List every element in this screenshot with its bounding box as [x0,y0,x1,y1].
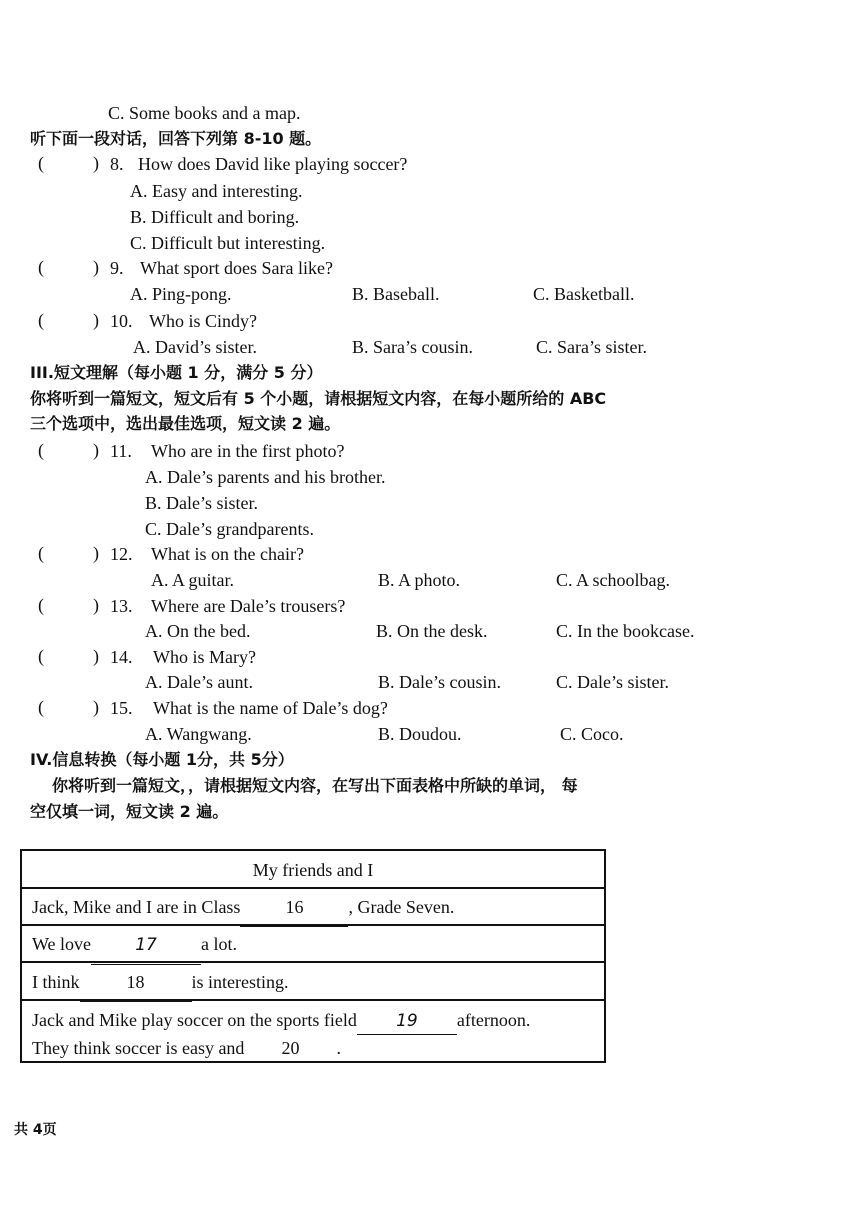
blank-19[interactable] [357,1008,457,1035]
question-number: 13. [110,596,133,616]
option-b: B. On the desk. [376,621,488,641]
answer-paren-close: ) [93,440,99,460]
question-number: 11. [110,441,132,461]
question-text: What is the name of Dale’s dog? [153,698,388,718]
row-text: I think [32,972,80,992]
table-title-row [22,851,604,889]
option-c: C. Sara’s sister. [536,337,647,357]
section-title: IV.信息转换（每小题 1分，共 5分） [30,750,294,769]
option-b: B. Doudou. [378,724,462,744]
option-a: A. On the bed. [145,621,251,641]
answer-paren-open: ( [38,440,44,460]
info-table [20,849,606,1063]
question-text: What is on the chair? [151,544,304,564]
option-b: B. Baseball. [352,284,440,304]
option-b: B. A photo. [378,570,461,590]
blank-number: 18 [126,972,145,992]
section-title: III.短文理解（每小题 1 分，满分 5 分） [30,363,323,382]
table-line [32,1035,604,1062]
row-text: They think soccer is easy and [32,1038,245,1058]
question-number: 12. [110,544,133,564]
option-a: A. Dale’s parents and his brother. [145,467,386,487]
answer-paren-close: ) [93,646,99,666]
answer-paren-open: ( [38,697,44,717]
option-a: A. Ping-pong. [130,284,232,304]
question-text: What sport does Sara like? [140,258,333,278]
table-row [22,963,604,1001]
option-c: C. A schoolbag. [556,570,671,590]
blank-18[interactable] [80,963,192,1002]
answer-paren-close: ) [93,595,99,615]
blank-number: 16 [285,897,304,917]
question-number: 8. [110,154,124,174]
question-number: 9. [110,258,124,278]
option-a: A. David’s sister. [133,337,257,357]
answer-paren-open: ( [38,543,44,563]
option-c: C. Dale’s sister. [556,672,669,692]
row-text: , Grade Seven. [348,897,455,917]
option-b: B. Dale’s sister. [145,493,258,513]
option-7c: C. Some books and a map. [108,103,301,123]
question-text: Who is Mary? [153,647,256,667]
blank-number: 19 [396,1011,418,1031]
row-text: . [336,1038,341,1058]
option-a: A. Dale’s aunt. [145,672,253,692]
answer-paren-open: ( [38,646,44,666]
section-instruction: 你将听到一篇短文，短文后有 5 个小题，请根据短文内容，在每小题所给的 ABC [30,389,607,408]
section-instruction-8-10: 听下面一段对话，回答下列第 8-10 题。 [30,129,322,148]
question-number: 15. [110,698,133,718]
section-instruction: 三个选项中，选出最佳选项，短文读 2 遍。 [30,414,341,433]
answer-paren-close: ) [93,697,99,717]
question-number: 10. [110,311,133,331]
blank-20[interactable] [244,1035,336,1062]
question-number: 14. [110,647,133,667]
answer-paren-open: ( [38,257,44,277]
option-c: C. Difficult but interesting. [130,233,326,253]
answer-paren-close: ) [93,153,99,173]
option-a: A. Wangwang. [145,724,252,744]
table-row [22,1001,604,1061]
blank-17[interactable] [91,927,201,965]
row-text: a lot. [201,934,238,954]
row-text: Jack, Mike and I are in Class [32,897,241,917]
option-a: A. A guitar. [151,570,235,590]
question-text: How does David like playing soccer? [138,154,408,174]
option-c: C. Dale’s grandparents. [145,519,314,539]
answer-paren-open: ( [38,595,44,615]
row-text: is interesting. [191,972,289,992]
option-c: C. In the bookcase. [556,621,695,641]
section-instruction: 你将听到一篇短文，，请根据短文内容，在写出下面表格中所缺的单词， 每 [52,776,578,795]
blank-number: 20 [281,1038,300,1058]
answer-paren-close: ) [93,257,99,277]
table-title: My friends and I [252,860,374,880]
answer-paren-close: ) [93,543,99,563]
question-text: Where are Dale’s trousers? [151,596,346,616]
option-b: B. Difficult and boring. [130,207,300,227]
section-instruction: 空仅填一词，短文读 2 遍。 [30,802,229,821]
option-a: A. Easy and interesting. [130,181,303,201]
option-b: B. Dale’s cousin. [378,672,501,692]
answer-paren-close: ) [93,310,99,330]
option-c: C. Basketball. [533,284,635,304]
row-text: Jack and Mike play soccer on the sports field [32,1010,357,1030]
table-row [22,926,604,963]
option-b: B. Sara’s cousin. [352,337,473,357]
option-c: C. Coco. [560,724,624,744]
page-count: 共 4页 [14,1122,57,1138]
row-text: afternoon. [456,1010,531,1030]
blank-16[interactable] [240,889,348,927]
question-text: Who are in the first photo? [151,441,345,461]
table-line [32,1007,604,1035]
answer-paren-open: ( [38,153,44,173]
question-text: Who is Cindy? [149,311,257,331]
blank-number: 17 [135,935,157,955]
row-text: We love [32,934,92,954]
table-row [22,889,604,926]
answer-paren-open: ( [38,310,44,330]
